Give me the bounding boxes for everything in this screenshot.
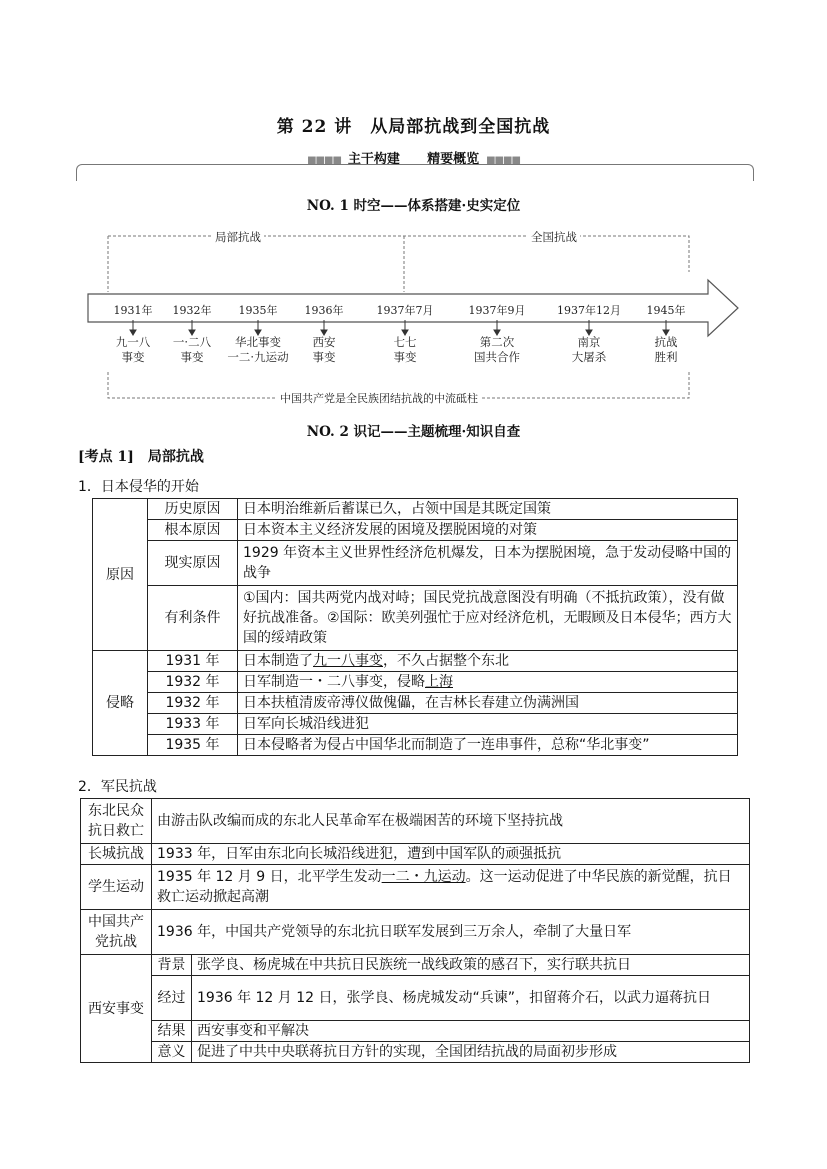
resistance-key: 东北民众抗日救亡 [81, 799, 152, 844]
table-row [81, 865, 750, 910]
timeline-footer: 中国共产党是全民族团结抗战的中流砥柱 [276, 390, 482, 406]
table-row [81, 1042, 750, 1063]
table-row [81, 1021, 750, 1042]
xian-value: 促进了中共中央联蒋抗日方针的实现，全国团结抗战的局面初步形成 [192, 1042, 750, 1063]
xian-label: 西安事变 [81, 955, 152, 1063]
reason-value: 日本明治维新后蓄谋已久，占领中国是其既定国策 [238, 499, 738, 520]
reason-key: 根本原因 [148, 520, 238, 541]
table-row [93, 693, 738, 714]
timeline-event: 华北事变 一二·九运动 [227, 335, 289, 364]
resistance-key: 学生运动 [81, 865, 152, 910]
reason-key: 历史原因 [148, 499, 238, 520]
resistance-value: 1933 年，日军由东北向长城沿线进犯，遭到中国军队的顽强抵抗 [152, 844, 750, 865]
banner-right-label: 精要概览 [427, 152, 480, 167]
timeline-year: 1937年9月 [468, 304, 526, 317]
no2-heading: NO. 2 识记——主题梳理·知识自查 [306, 424, 521, 440]
timeline-event: 抗战 胜利 [654, 335, 678, 364]
reasons-label: 原因 [93, 499, 148, 651]
resistance-value: 1935 年 12 月 9 日，北平学生发动一二・九运动。这一运动促进了中华民族的新觉醒，抗日救亡运动掀起高潮 [152, 865, 750, 910]
invasion-event: 日军制造一・二八事变，侵略上海 [238, 672, 738, 693]
invasion-year: 1932 年 [148, 693, 238, 714]
subheading-1: 1．日本侵华的开始 [78, 479, 199, 495]
timeline-year: 1935年 [238, 304, 278, 317]
no1-heading: NO. 1 时空——体系搭建·史实定位 [306, 198, 521, 214]
table-row [81, 910, 750, 955]
timeline-event: 南京 大屠杀 [571, 335, 607, 364]
xian-value: 西安事变和平解决 [192, 1021, 750, 1042]
invasion-event: 日本制造了九一八事变，不久占据整个东北 [238, 651, 738, 672]
timeline-year: 1931年 [113, 304, 153, 317]
xian-value: 1936 年 12 月 12 日，张学良、杨虎城发动“兵谏”，扣留蒋介石，以武力逼蒋抗日 [192, 976, 750, 1021]
invasion-year: 1935 年 [148, 735, 238, 756]
table-row [93, 586, 738, 651]
reason-key: 现实原因 [148, 541, 238, 586]
table-row [81, 799, 750, 844]
resistance-key: 长城抗战 [81, 844, 152, 865]
timeline-year: 1932年 [172, 304, 212, 317]
table-row [93, 714, 738, 735]
xian-key: 结果 [152, 1021, 192, 1042]
reason-value: 1929 年资本主义世界性经济危机爆发，日本为摆脱困境，急于发动侵略中国的战争 [238, 541, 738, 586]
xian-key: 意义 [152, 1042, 192, 1063]
table-row [93, 651, 738, 672]
resistance-value: 由游击队改编而成的东北人民革命军在极端困苦的环境下坚持抗战 [152, 799, 750, 844]
table-row [93, 520, 738, 541]
subheading-2: 2．军民抗战 [78, 779, 157, 795]
table-row [93, 735, 738, 756]
xian-key: 背景 [152, 955, 192, 976]
table-row [81, 955, 750, 976]
timeline-year: 1937年7月 [376, 304, 434, 317]
table-row [81, 844, 750, 865]
kaodian-heading: [考点 1] 局部抗战 [78, 449, 204, 465]
invasion-label: 侵略 [93, 651, 148, 756]
resistance-key: 中国共产党抗战 [81, 910, 152, 955]
banner-dots-right: ■■■■ [483, 155, 520, 166]
invasion-year: 1931 年 [148, 651, 238, 672]
xian-value: 张学良、杨虎城在中共抗日民族统一战线政策的感召下，实行联共抗日 [192, 955, 750, 976]
phase-local-label: 局部抗战 [212, 229, 264, 245]
invasion-event: 日军向长城沿线进犯 [238, 714, 738, 735]
table-row [81, 976, 750, 1021]
xian-key: 经过 [152, 976, 192, 1021]
invasion-event: 日本扶植清废帝溥仪做傀儡，在吉林长春建立伪满洲国 [238, 693, 738, 714]
timeline-event: 七七 事变 [393, 335, 417, 364]
timeline-year: 1937年12月 [557, 304, 621, 317]
timeline-event: 西安 事变 [312, 335, 336, 364]
table-row [93, 672, 738, 693]
timeline-year: 1945年 [646, 304, 686, 317]
reason-value: 日本资本主义经济发展的困境及摆脱困境的对策 [238, 520, 738, 541]
invasion-year: 1933 年 [148, 714, 238, 735]
invasion-event: 日本侵略者为侵占中国华北而制造了一连串事件，总称“华北事变” [238, 735, 738, 756]
reason-key: 有利条件 [148, 586, 238, 651]
table-resistance [80, 798, 750, 1063]
timeline-event: 九一八 事变 [115, 335, 151, 364]
table-row [93, 499, 738, 520]
resistance-value: 1936 年，中国共产党领导的东北抗日联军发展到三万余人，牵制了大量日军 [152, 910, 750, 955]
reason-value: ①国内：国共两党内战对峙；国民党抗战意图没有明确（不抵抗政策），没有做好抗战准备。②国际：欧美列强忙于应对经济危机，无暇顾及日本侵华；西方大国的绥靖政策 [238, 586, 738, 651]
table-invasion-start [92, 498, 738, 756]
page-title: 第 22 讲 从局部抗战到全国抗战 [276, 117, 551, 137]
timeline-event: 一·二八 事变 [172, 335, 212, 364]
phase-national-label: 全国抗战 [528, 229, 580, 245]
table-row [93, 541, 738, 586]
banner-left-label: 主干构建 [347, 152, 400, 167]
timeline [0, 222, 827, 412]
timeline-year: 1936年 [304, 304, 344, 317]
timeline-event: 第二次 国共合作 [474, 335, 520, 364]
banner-frame [76, 164, 754, 181]
invasion-year: 1932 年 [148, 672, 238, 693]
banner-dots-left: ■■■■ [307, 155, 344, 166]
